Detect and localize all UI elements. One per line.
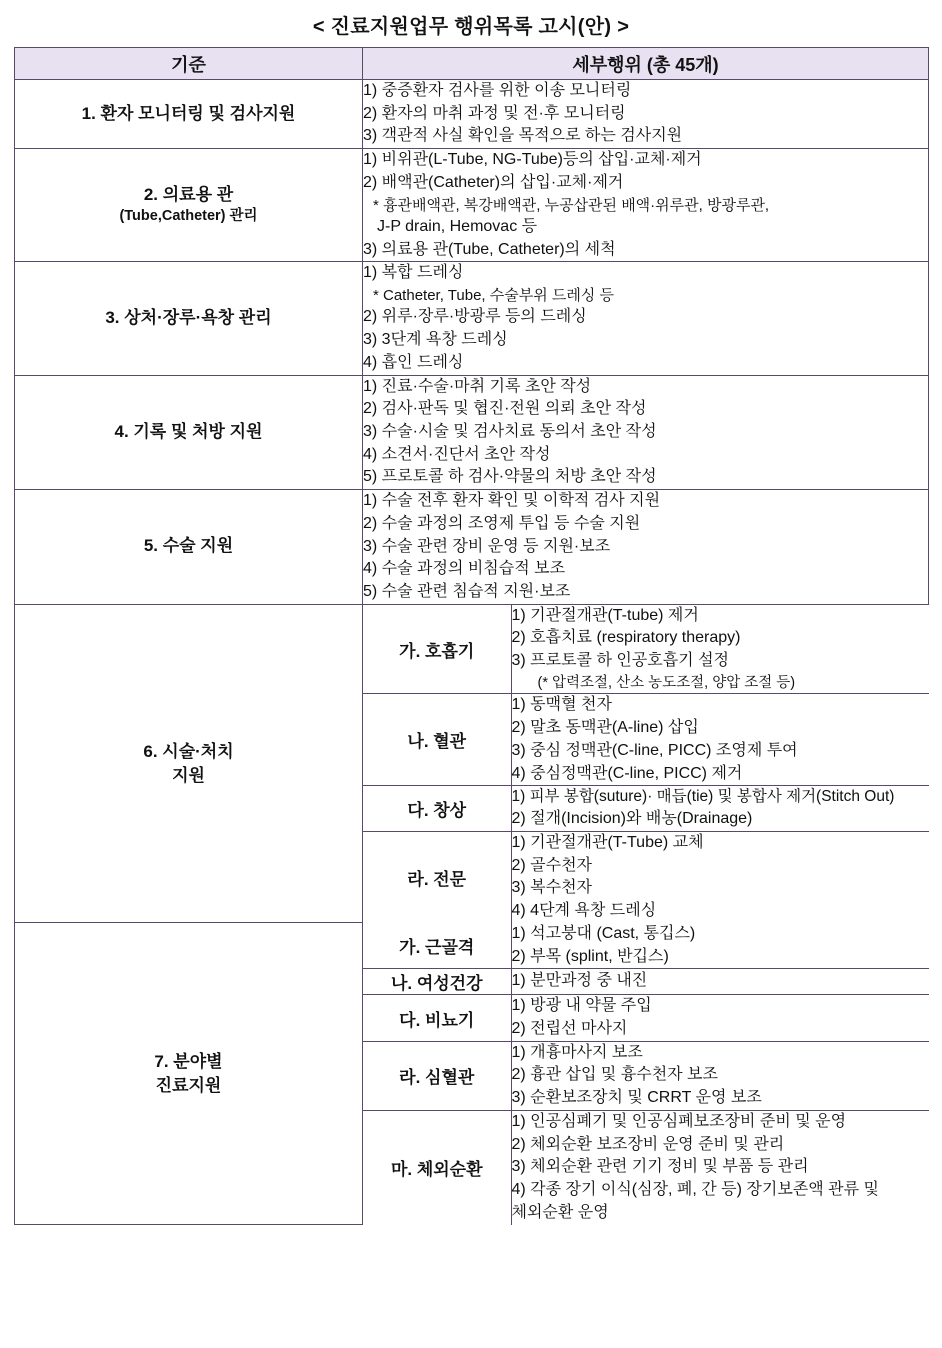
detail-line: 2) 수술 과정의 조영제 투입 등 수술 지원 [363,514,641,532]
detail-cell-7b [511,969,929,995]
subgroup-row [363,786,929,832]
group-7-subtable-holder [363,923,929,1225]
subgroup-row [363,694,929,786]
table-row-group-6 [15,604,929,923]
standard-label-4: 4. 기록 및 처방 지원 [15,375,363,490]
detail-line: 2) 호흡치료 (respiratory therapy) [511,629,741,647]
detail-line: 1) 동맥혈 천자 [511,696,612,714]
subgroup-label-6d: 라. 전문 [363,832,511,923]
standard-label-3: 3. 상처·장루·욕창 관리 [15,262,363,375]
standard-label-7-line2: 진료지원 [155,1075,222,1095]
detail-line: 3) 순환보조장치 및 CRRT 운영 보조 [511,1089,762,1107]
column-header-standard: 기준 [15,48,363,80]
detail-line: 1) 인공심폐기 및 인공심폐보조장비 준비 및 운영 [511,1112,847,1130]
detail-line: 2) 흉관 삽입 및 흉수천자 보조 [511,1066,718,1084]
detail-line: 2) 환자의 마취 과정 및 전·후 모니터링 [363,104,626,122]
detail-note-cont: J-P drain, Hemovac 등 [377,217,538,235]
standard-label-7 [15,923,363,1225]
detail-line: 3) 객관적 사실 확인을 목적으로 하는 검사지원 [363,127,683,145]
detail-cell-7e [511,1110,929,1224]
detail-line: 3) 수술·시술 및 검사치료 동의서 초안 작성 [363,422,657,440]
subgroup-row [363,1041,929,1110]
detail-line: 1) 분만과정 중 내진 [511,972,648,990]
detail-line: 1) 석고붕대 (Cast, 통깁스) [511,924,696,942]
detail-line: 5) 프로토콜 하 검사·약물의 처방 초안 작성 [363,468,657,486]
detail-cell-4 [363,375,929,490]
subgroup-label-7d: 라. 심혈관 [363,1041,511,1110]
detail-cell-6a [511,605,929,694]
detail-note: * Catheter, Tube, 수술부위 드레싱 등 [373,287,614,305]
detail-line: 3) 의료용 관(Tube, Catheter)의 세척 [363,240,616,258]
detail-note: * 흉관배액관, 복강배액관, 누공삽관된 배액·위루관, 방광루관, [373,196,770,214]
detail-line: 2) 검사·판독 및 협진·전원 의뢰 초안 작성 [363,400,647,418]
detail-line: 2) 절개(Incision)와 배농(Drainage) [511,810,753,828]
detail-line: 2) 체외순환 보조장비 운영 준비 및 관리 [511,1135,785,1153]
detail-cell-5 [363,490,929,605]
table-row [15,375,929,490]
subgroup-label-7e: 마. 체외순환 [363,1110,511,1224]
detail-cell-6c [511,786,929,832]
detail-line: 3) 수술 관련 장비 운영 등 지원·보조 [363,537,611,555]
subgroup-label-6b: 나. 혈관 [363,694,511,786]
standard-label-2 [15,149,363,262]
detail-cell-1 [363,80,929,149]
subgroup-label-6a: 가. 호흡기 [363,605,511,694]
detail-cell-3 [363,262,929,375]
action-list-table [14,47,929,1225]
detail-note: (* 압력조절, 산소 농도조절, 양압 조절 등) [537,674,796,691]
standard-label-7-line1: 7. 분야별 [154,1051,223,1071]
page-title: < 진료지원업무 행위목록 고시(안) > [312,16,630,38]
table-row [15,262,929,375]
detail-line: 체외순환 운영 [511,1203,609,1221]
detail-line: 1) 기관절개관(T-tube) 제거 [511,606,699,624]
detail-line: 3) 복수천자 [511,879,592,897]
detail-line: 3) 체외순환 관련 기기 정비 및 부품 등 관리 [511,1158,809,1176]
column-header-detail: 세부행위 (총 45개) [363,48,929,80]
detail-line: 1) 진료·수술·마취 기록 초안 작성 [363,377,592,395]
detail-cell-7c [511,995,929,1041]
detail-line: 3) 중심 정맥관(C-line, PICC) 조영제 투여 [511,741,798,759]
detail-line: 2) 골수천자 [511,856,592,874]
standard-label-1: 1. 환자 모니터링 및 검사지원 [15,80,363,149]
detail-line: 2) 위루·장루·방광루 등의 드레싱 [363,308,587,326]
detail-line: 4) 수술 과정의 비침습적 보조 [363,560,566,578]
detail-cell-7d [511,1041,929,1110]
detail-cell-7a [511,923,929,969]
detail-line: 1) 중증환자 검사를 위한 이송 모니터링 [363,82,632,99]
detail-line: 1) 비위관(L-Tube, NG-Tube)등의 삽입·교체·제거 [363,151,702,169]
detail-line: 2) 전립선 마사지 [511,1020,628,1038]
detail-line: 1) 방광 내 약물 주입 [511,997,652,1015]
subgroup-row [363,995,929,1041]
detail-line: 3) 3단계 욕창 드레싱 [363,331,508,349]
detail-line: 1) 개흉마사지 보조 [511,1043,643,1061]
table-row-group-7 [15,923,929,1225]
subgroup-row [363,969,929,995]
subgroup-label-7a: 가. 근골격 [363,923,511,969]
detail-line: 4) 중심정맥관(C-line, PICC) 제거 [511,764,743,782]
detail-line: 1) 피부 봉합(suture)· 매듭(tie) 및 봉합사 제거(Stitch Out) [511,788,895,806]
group-6-subtable-holder [363,604,929,923]
detail-line: 2) 말초 동맥관(A-line) 삽입 [511,719,699,737]
table-row [15,149,929,262]
subgroup-row [363,1110,929,1224]
detail-line: 4) 흡인 드레싱 [363,353,464,371]
table-row [15,490,929,605]
subgroup-row [363,832,929,923]
standard-label-6 [15,604,363,923]
group-6-subtable [363,605,929,923]
detail-line: 1) 수술 전후 환자 확인 및 이학적 검사 지원 [363,492,661,510]
detail-line: 2) 부목 (splint, 반깁스) [511,947,669,965]
detail-line: 1) 복합 드레싱 [363,264,464,282]
subgroup-label-6c: 다. 창상 [363,786,511,832]
subgroup-label-7b: 나. 여성건강 [363,969,511,995]
detail-line: 2) 배액관(Catheter)의 삽입·교체·제거 [363,173,624,191]
standard-label-2-main: 2. 의료용 관 [143,185,234,205]
detail-line: 3) 프로토콜 하 인공호흡기 설정 [511,652,729,670]
detail-cell-6b [511,694,929,786]
standard-label-6-line1: 6. 시술·처치 [143,741,234,761]
detail-line: 1) 기관절개관(T-Tube) 교체 [511,834,704,852]
detail-line: 4) 소견서·진단서 초안 작성 [363,445,551,463]
standard-label-2-sub: (Tube,Catheter) 관리 [119,208,258,225]
detail-line: 4) 4단계 욕창 드레싱 [511,902,657,920]
table-row [15,80,929,149]
detail-line: 4) 각종 장기 이식(심장, 폐, 간 등) 장기보존액 관류 및 [511,1181,879,1199]
standard-label-6-line2: 지원 [172,765,205,785]
detail-cell-6d [511,832,929,923]
group-7-subtable [363,923,929,1225]
subgroup-row [363,923,929,969]
table-header-row [15,48,929,80]
detail-cell-2 [363,149,929,262]
subgroup-label-7c: 다. 비뇨기 [363,995,511,1041]
standard-label-5: 5. 수술 지원 [15,490,363,605]
subgroup-row [363,605,929,694]
detail-line: 5) 수술 관련 침습적 지원·보조 [363,582,571,600]
